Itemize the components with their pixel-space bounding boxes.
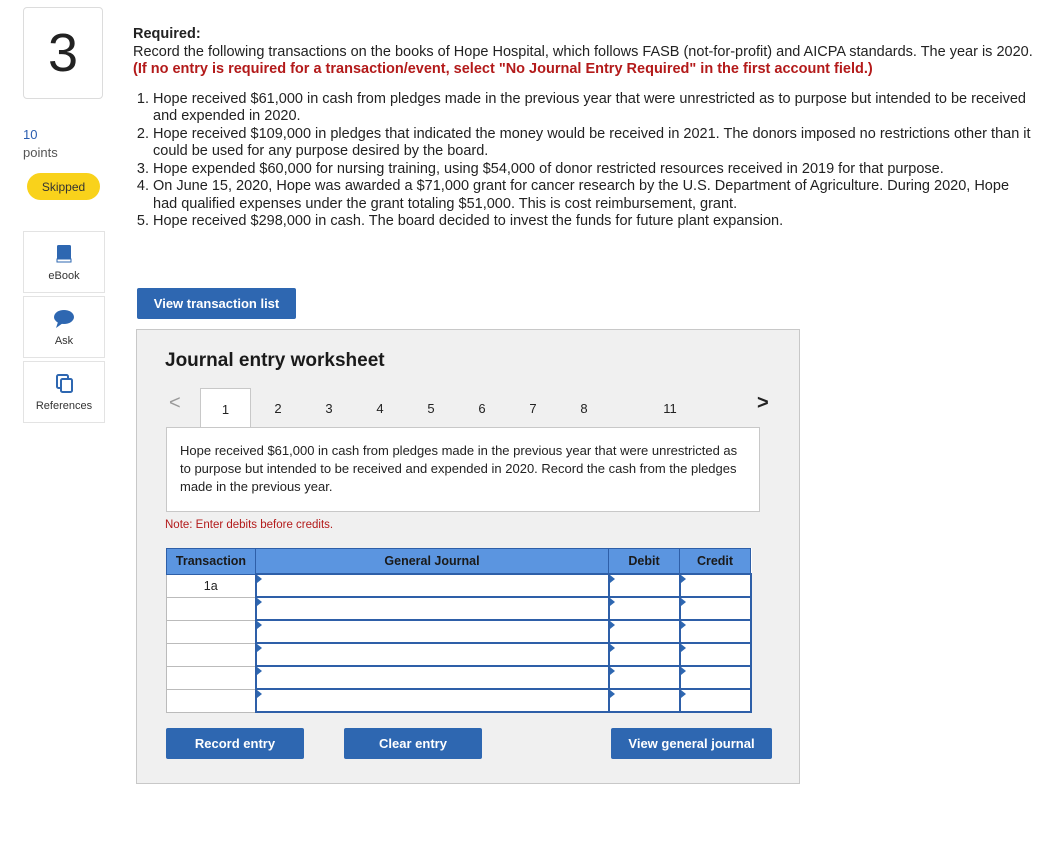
list-item: 5. Hope received $298,000 in cash. The board decided to invest the funds for future plant expansion. [153,213,1033,231]
col-debit: Debit [609,549,680,575]
col-general-journal: General Journal [256,549,609,575]
table-row [167,643,751,666]
account-select[interactable] [256,666,609,689]
transaction-cell [167,689,256,712]
credit-input[interactable] [680,597,751,620]
list-item: 4. On June 15, 2020, Hope was awarded a $71,000 grant for cancer research by the U.S. Department of Agriculture. During 2020, Hope had qualified expenses under the grant totaling $51,000. This is cost reimbursement, grant. [153,178,1033,213]
account-select[interactable] [256,689,609,712]
debit-input[interactable] [609,574,680,597]
intro-text: Record the following transactions on the books of Hope Hospital, which follows FASB (not-for-profit) and AICPA standards. The year is 2020. [133,43,1033,60]
chat-bubble-icon [53,309,75,329]
question-number: 3 [23,7,103,99]
debit-input[interactable] [609,620,680,643]
table-row [167,689,751,712]
transaction-cell [167,597,256,620]
ebook-label: eBook [48,270,80,282]
record-entry-button[interactable]: Record entry [166,728,304,759]
account-select[interactable] [256,643,609,666]
tab-entry-7[interactable]: 7 [529,400,537,416]
transaction-cell [167,643,256,666]
view-transaction-list-button[interactable]: View transaction list [137,288,296,319]
credit-input[interactable] [680,643,751,666]
debit-input[interactable] [609,597,680,620]
table-row [167,597,751,620]
entry-description: Hope received $61,000 in cash from pledges made in the previous year that were unrestricted as to purpose but intended to be received and expended in 2020. Record the cash from the pledges made in the previous year. [166,427,760,512]
instruction-text: (If no entry is required for a transaction/event, select "No Journal Entry Required" in the first account field.) [133,61,873,77]
list-item: 2. Hope received $109,000 in pledges that indicated the money would be received in 2021. The donors imposed no restrictions other than it could be used for any purpose desired by the board. [153,126,1033,161]
required-heading: Required: [133,26,201,42]
tab-entry-11[interactable]: 11 [663,400,677,416]
transaction-cell [167,666,256,689]
status-badge: Skipped [27,173,100,200]
debit-input[interactable] [609,643,680,666]
next-entry-icon[interactable]: > [757,392,769,414]
question-intro [133,44,1033,79]
table-row [167,574,751,597]
tab-entry-6[interactable]: 6 [478,400,486,416]
col-credit: Credit [680,549,751,575]
credit-input[interactable] [680,574,751,597]
entry-note: Note: Enter debits before credits. [165,519,334,531]
list-item: 1. Hope received $61,000 in cash from pledges made in the previous year that were unrestricted as to purpose but intended to be received and expended in 2020. [153,91,1033,126]
debit-input[interactable] [609,689,680,712]
book-icon [55,244,73,264]
table-row [167,666,751,689]
credit-input[interactable] [680,666,751,689]
list-item: 3. Hope expended $60,000 for nursing training, using $54,000 of donor restricted resources received in 2019 for that purpose. [153,161,1033,179]
table-row [167,620,751,643]
copy-documents-icon [55,374,73,394]
general-journal-table [166,548,752,713]
debit-input[interactable] [609,666,680,689]
question-prompt [133,26,1033,231]
transaction-cell [167,620,256,643]
references-label: References [35,400,93,412]
col-transaction: Transaction [167,549,256,575]
tab-entry-1[interactable]: 1 [200,388,251,430]
prev-entry-icon[interactable]: < [169,392,181,414]
ask-button[interactable] [23,296,105,358]
tab-entry-5[interactable]: 5 [427,400,435,416]
points-label: points [23,145,58,160]
tab-entry-4[interactable]: 4 [376,400,384,416]
tab-entry-8[interactable]: 8 [580,400,588,416]
ebook-button[interactable] [23,231,105,293]
account-select[interactable] [256,597,609,620]
view-general-journal-button[interactable]: View general journal [611,728,772,759]
ask-label: Ask [54,335,74,347]
worksheet-title: Journal entry worksheet [165,350,385,371]
references-button[interactable] [23,361,105,423]
tab-entry-2[interactable]: 2 [274,400,282,416]
transaction-list [133,91,1033,231]
credit-input[interactable] [680,620,751,643]
points-value: 10 [23,127,38,142]
journal-entry-worksheet [136,329,800,784]
account-select[interactable] [256,574,609,597]
transaction-cell: 1a [167,574,256,597]
account-select[interactable] [256,620,609,643]
credit-input[interactable] [680,689,751,712]
clear-entry-button[interactable]: Clear entry [344,728,482,759]
tab-entry-3[interactable]: 3 [325,400,333,416]
